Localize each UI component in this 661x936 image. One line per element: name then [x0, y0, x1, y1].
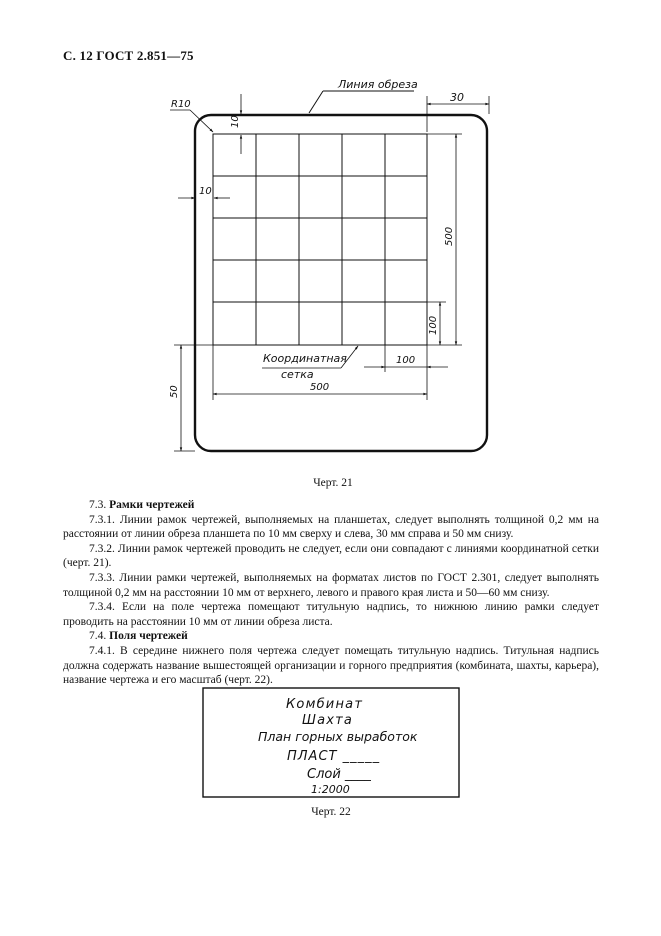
- title-line-seam: ПЛАСТ _____: [287, 749, 381, 764]
- title-line-combine: Комбинат: [286, 697, 364, 712]
- dim-50-label: 50: [169, 385, 180, 398]
- title-line-layer: Слой ____: [307, 767, 371, 782]
- dim-30-label: 30: [450, 91, 464, 104]
- dim-100-vertical-label: 100: [428, 315, 439, 335]
- dim-500-vertical-label: 500: [444, 226, 455, 246]
- section-7-4-number: 7.4.: [89, 630, 107, 643]
- paragraph-7-3-4: 7.3.4. Если на поле чертежа помещают титульную надпись, то нижнюю линию рамки следует проводить на расстоянии 10 мм от линии обреза листа.: [63, 601, 599, 628]
- paragraph-7-4-1: 7.4.1. В середине нижнего поля чертежа следует помещать титульную надпись. Титульная надпись должна содержать название вышестоящей организации и горного предприятия (комбината, шахты, карьера), название чертежа и его масштаб (черт. 22).: [63, 644, 599, 687]
- section-7-3-title: Рамки чертежей: [109, 499, 195, 511]
- grid-label-line1: Координатная: [263, 352, 347, 365]
- section-7-3-number: 7.3.: [89, 499, 107, 511]
- page-header: С. 12 ГОСТ 2.851—75: [63, 48, 194, 63]
- paragraph-7-3-3: 7.3.3. Линии рамки чертежей, выполняемых на форматах листов по ГОСТ 2.301, следует выполнять толщиной 0,2 мм на расстоянии 10 мм от верхнего, левого и правого края листа и 50—60 мм снизу.: [63, 571, 599, 599]
- title-line-plan: План горных выработок: [258, 729, 418, 744]
- dim-10-top-label: 10: [230, 115, 241, 128]
- dim-500-horizontal-label: 500: [310, 382, 330, 393]
- paragraph-7-3-1: 7.3.1. Линии рамок чертежей, выполняемых на планшетах, следует выполнять толщиной 0,2 мм на расстоянии от линии обреза планшета по 10 мм сверху и слева, 30 мм справа и 50 мм снизу.: [63, 513, 599, 541]
- title-line-mine: Шахта: [302, 713, 354, 728]
- title-line-scale: 1:2000: [311, 783, 350, 796]
- figure-21-caption: Черт. 21: [313, 477, 353, 489]
- radius-label: R10: [171, 99, 191, 110]
- figure-22-caption: Черт. 22: [311, 806, 351, 818]
- section-7-4-title: Поля чертежей: [109, 630, 188, 643]
- cut-line-label: Линия обреза: [338, 78, 418, 91]
- paragraph-7-3-2: 7.3.2. Линии рамок чертежей проводить не следует, если они совпадают с линиями координатной сетки (черт. 21).: [63, 542, 599, 570]
- dim-10-left-label: 10: [199, 186, 212, 197]
- grid-label-line2: сетка: [281, 368, 314, 381]
- dim-100-horizontal-label: 100: [396, 355, 416, 366]
